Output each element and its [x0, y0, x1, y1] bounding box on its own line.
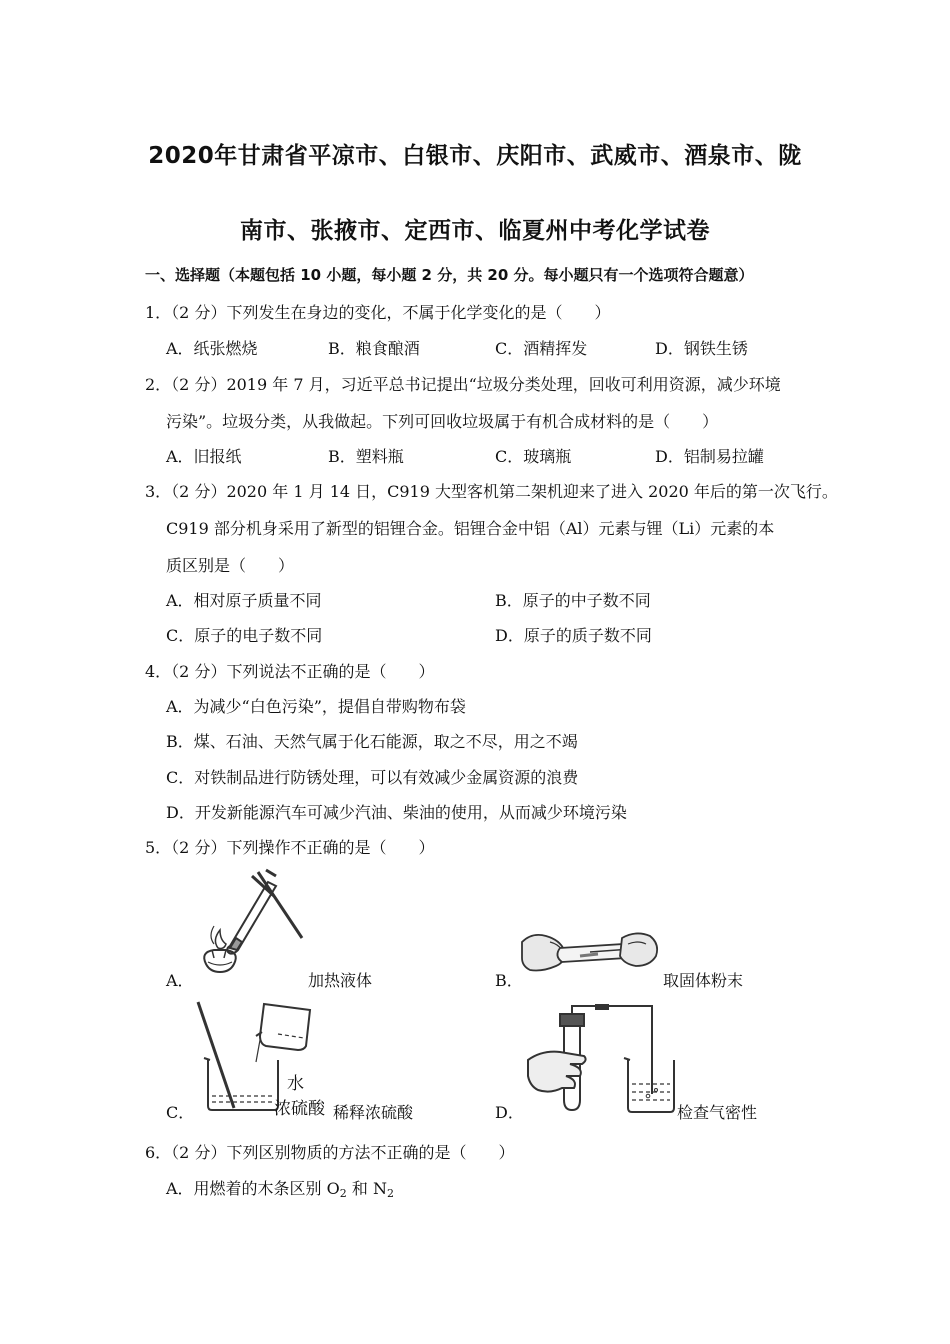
section-heading: 一、选择题（本题包括 10 小题，每小题 2 分，共 20 分。每小题只有一个选项符合题意） — [145, 266, 754, 284]
q5-option-c-caption: 稀释浓硫酸 — [333, 1103, 414, 1122]
q5-option-b-caption: 取固体粉末 — [663, 971, 744, 990]
n2-subscript: 2 — [386, 1187, 394, 1200]
q4-option-b: B．煤、石油、天然气属于化石能源，取之不尽，用之不竭 — [166, 732, 578, 751]
q4-option-d: D．开发新能源汽车可减少汽油、柴油的使用，从而减少环境污染 — [166, 803, 627, 822]
q2-stem-line1: 2．（2 分）2019 年 7 月，习近平总书记提出“垃圾分类处理，回收可利用资源，减少环境 — [145, 375, 781, 394]
q1-option-a: A．纸张燃烧 — [166, 339, 258, 358]
q4-option-a: A．为减少“白色污染”，提倡自带购物布袋 — [166, 697, 466, 716]
q6-option-a-mid: 和 N — [346, 1179, 387, 1198]
q3-option-c: C．原子的电子数不同 — [166, 626, 323, 645]
q1-option-b: B．粮食酿酒 — [328, 339, 420, 358]
q5-option-a-caption: 加热液体 — [308, 971, 373, 990]
solid-powder-figure — [520, 928, 660, 986]
q5-option-d-letter: D． — [495, 1103, 524, 1122]
water-label: 水 — [287, 1074, 304, 1094]
q2-option-c: C．玻璃瓶 — [495, 447, 572, 466]
q3-option-d: D．原子的质子数不同 — [495, 626, 652, 645]
q4-stem: 4．（2 分）下列说法不正确的是（ ） — [145, 662, 435, 681]
q1-option-d: D．钢铁生锈 — [655, 339, 748, 358]
q3-stem-line1: 3．（2 分）2020 年 1 月 14 日，C919 大型客机第二架机迎来了进入 2020 年后的第一次飞行。 — [145, 482, 838, 501]
q1-stem: 1．（2 分）下列发生在身边的变化，不属于化学变化的是（ ） — [145, 303, 611, 322]
q2-option-a: A．旧报纸 — [166, 447, 242, 466]
o2-subscript: 2 — [339, 1187, 347, 1200]
q5-option-b-letter: B． — [495, 971, 523, 990]
q5-option-d-caption: 检查气密性 — [677, 1103, 758, 1122]
q6-option-a-text: A．用燃着的木条区别 O — [166, 1179, 340, 1198]
q5-option-a-letter: A． — [166, 971, 194, 990]
airtightness-figure — [524, 1004, 676, 1116]
q5-stem: 5．（2 分）下列操作不正确的是（ ） — [145, 838, 435, 857]
q3-option-b: B．原子的中子数不同 — [495, 591, 651, 610]
q5-option-c-letter: C． — [166, 1103, 195, 1122]
q2-option-b: B．塑料瓶 — [328, 447, 404, 466]
q6-stem: 6．（2 分）下列区别物质的方法不正确的是（ ） — [145, 1143, 515, 1162]
exam-title-line2: 南市、张掖市、定西市、临夏州中考化学试卷 — [240, 218, 710, 244]
q3-option-a: A．相对原子质量不同 — [166, 591, 322, 610]
sulfuric-acid-label: 浓硫酸 — [274, 1099, 325, 1119]
q3-stem-line2: C919 部分机身采用了新型的铝锂合金。铝锂合金中铝（Al）元素与锂（Li）元素的本 — [166, 519, 775, 538]
q1-option-c: C．酒精挥发 — [495, 339, 588, 358]
q2-stem-line2: 污染”。垃圾分类，从我做起。下列可回收垃圾属于有机合成材料的是（ ） — [166, 412, 719, 431]
exam-title-line1: 2020年甘肃省平凉市、白银市、庆阳市、武威市、酒泉市、陇 — [148, 143, 802, 169]
q6-option-a — [166, 1176, 394, 1200]
q2-option-d: D．铝制易拉罐 — [655, 447, 764, 466]
heating-liquid-figure — [190, 868, 310, 980]
q4-option-c: C．对铁制品进行防锈处理，可以有效减少金属资源的浪费 — [166, 768, 579, 787]
q3-stem-line3: 质区别是（ ） — [166, 556, 295, 575]
